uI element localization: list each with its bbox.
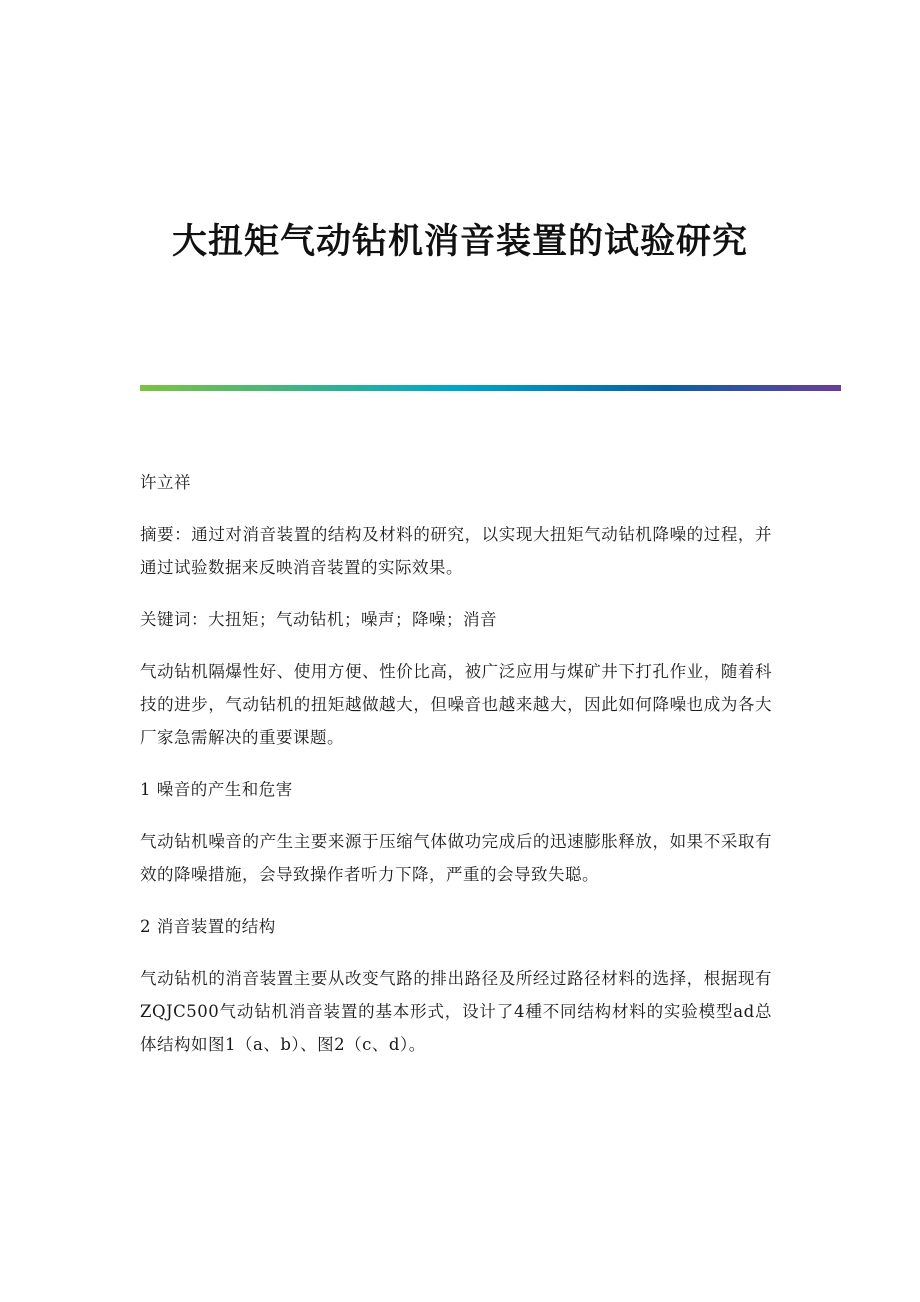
abstract-paragraph: 摘要：通过对消音装置的结构及材料的研究，以实现大扭矩气动钻机降噪的过程，并通过试验数据来反映消音装置的实际效果。 [140,525,772,577]
document-title: 大扭矩气动钻机消音装置的试验研究 [171,221,748,262]
body-paragraph: 气动钻机的消音装置主要从改变气路的排出路径及所经过路径材料的选择，根据现有ZQJC500气动钻机消音装置的基本形式，设计了4種不同结构材料的实验模型ad总体结构如图1（a、b）、图2（c、d）。 [140,969,772,1054]
author-line: 许立祥 [140,473,191,492]
body-paragraph: 气动钻机隔爆性好、使用方便、性价比高，被广泛应用与煤矿井下打孔作业，随着科技的进步，气动钻机的扭矩越做越大，但噪音也越来越大，因此如何降噪也成为各大厂家急需解决的重要课题。 [140,662,772,747]
section-heading-2: 2 消音装置的结构 [140,917,276,936]
section-heading-1: 1 噪音的产生和危害 [140,780,293,799]
body-paragraph: 气动钻机噪音的产生主要来源于压缩气体做功完成后的迅速膨胀释放，如果不采取有效的降噪措施，会导致操作者听力下降，严重的会导致失聪。 [140,832,772,884]
keywords-line: 关键词：大扭矩；气动钻机；噪声；降噪；消音 [140,610,497,629]
title-divider-rule [140,385,841,391]
document-body [140,466,772,1080]
